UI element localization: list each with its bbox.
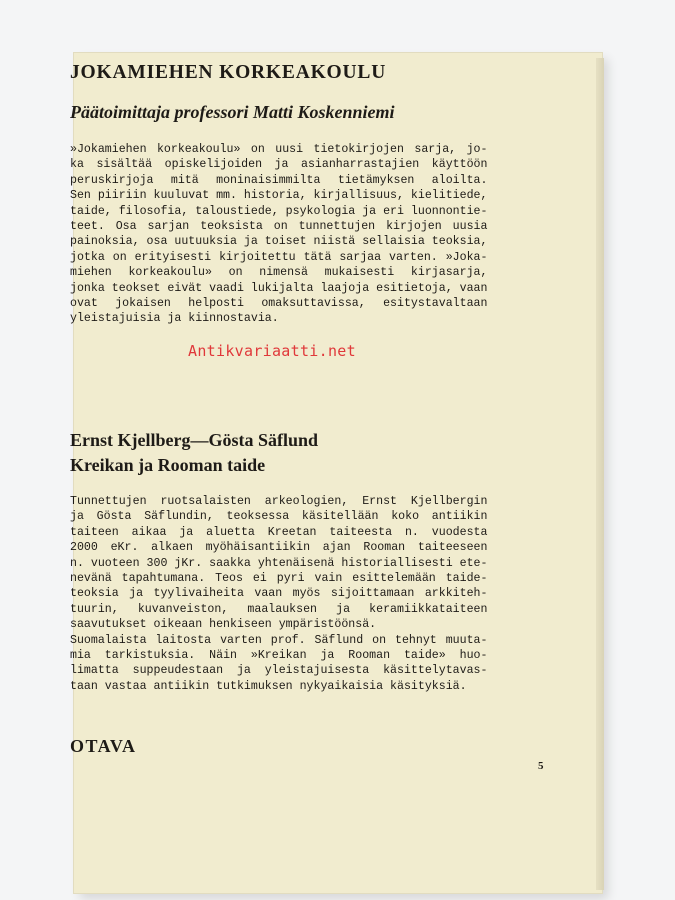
publisher-name: OTAVA <box>70 736 137 756</box>
editor-line: Päätoimittaja professori Matti Koskenniemi <box>70 102 395 122</box>
page-number: 5 <box>538 760 544 772</box>
text-line: ka sisältää opiskelijoiden ja asianharrastajien käyttöön <box>70 158 488 172</box>
text-line: taan vastaa antiikin tutkimuksen nykyaikaisia käsityksiä. <box>70 679 467 693</box>
text-line: ja Gösta Säflundin, teoksessa käsitellään koko antiikin <box>70 510 488 524</box>
text-line: Tunnettujen ruotsalaisten arkeologien, Ernst Kjellbergin <box>70 495 488 508</box>
text-line: teoksia ja tyylivaiheita vaan myös sijoittamaan arkkiteh- <box>70 587 488 601</box>
text-line: limatta suppeudestaan ja yleistajuisesta käsittelytavas- <box>70 664 488 678</box>
text-line: jonka teokset eivät vaadi lukijalta laajoja esitietoja, vaan <box>70 281 488 295</box>
text-line: yleistajuisia ja kiinnostavia. <box>70 312 279 326</box>
text-line: saavutukset oikeaan henkiseen ympäristöönsä. <box>70 618 377 632</box>
text-line: nevänä tapahtumana. Teos ei pyri vain esittelemään taide- <box>70 572 488 586</box>
text-line: taide, filosofia, taloustiede, psykologia ja eri luonnontie- <box>70 204 488 218</box>
text-line: peruskirjoja mitä moninaisimmilta tietämyksen aloilta. <box>70 173 488 187</box>
text-line: teet. Osa sarjan teoksista on tunnettujen kirjojen uusia <box>70 220 488 234</box>
book-title: Kreikan ja Rooman taide <box>70 455 266 475</box>
series-title: JOKAMIEHEN KORKEAKOULU <box>70 62 387 83</box>
text-line: taiteen aikaa ja aluetta Kreetan taiteesta n. vuodesta <box>70 525 488 539</box>
watermark: Antikvariaatti.net <box>188 342 356 360</box>
text-line: 2000 eKr. alkaen myöhäisantiikin ajan Rooman taiteeseen <box>70 541 488 555</box>
text-line: tuurin, kuvanveiston, maalauksen ja keramiikkataiteen <box>70 602 488 616</box>
text-line: mia tarkistuksia. Näin »Kreikan ja Rooman taide» huo- <box>70 649 488 663</box>
book-description <box>70 494 487 694</box>
text-line: Sen piiriin kuuluvat mm. historia, kirjallisuus, kielitiede, <box>70 189 488 203</box>
text-line: ovat jokaisen helposti omaksuttavissa, esitystavaltaan <box>70 297 488 311</box>
text-line: »Jokamiehen korkeakoulu» on uusi tietokirjojen sarja, jo- <box>70 143 488 156</box>
text-line: painoksia, osa uutuuksia ja toiset niistä sellaisia teoksia, <box>70 235 488 249</box>
text-line: n. vuoteen 300 jKr. saakka yhtenäisenä historiallisesti ete- <box>70 556 488 570</box>
series-description <box>70 142 487 327</box>
text-line: miehen korkeakoulu» on nimensä mukaisesti kirjasarja, <box>70 266 488 280</box>
text-line: Suomalaista laitosta varten prof. Säflund on tehnyt muuta- <box>70 633 488 647</box>
book-page-edge <box>596 58 604 890</box>
book-authors: Ernst Kjellberg—Gösta Säflund <box>70 430 319 450</box>
text-line: jotka on erityisesti kirjoitettu tätä sarjaa varten. »Joka- <box>70 250 488 264</box>
